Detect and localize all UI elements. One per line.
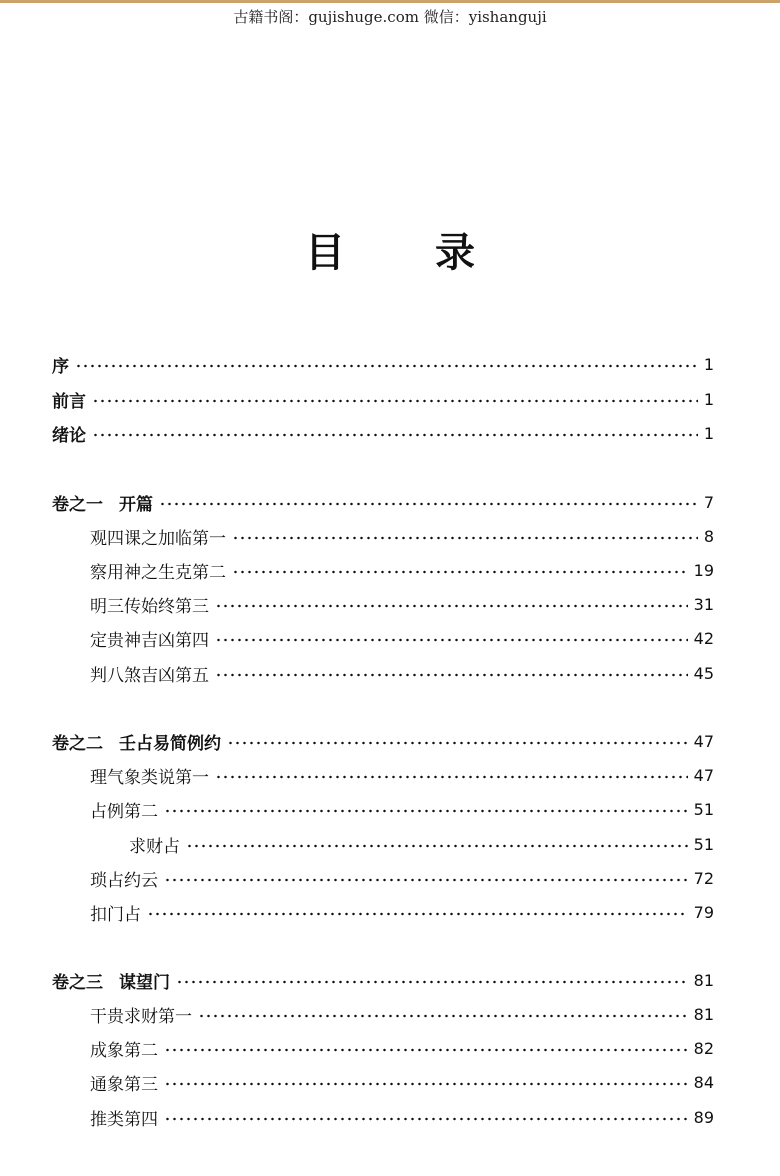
toc-label: 前言	[52, 391, 86, 412]
toc-entry[interactable]	[90, 623, 714, 653]
dot-leader	[164, 1044, 688, 1056]
toc-page-number: 79	[693, 902, 714, 922]
toc-page-number: 45	[693, 663, 714, 683]
dot-leader	[198, 1010, 688, 1022]
watermark-header	[0, 0, 780, 33]
dot-leader	[92, 429, 698, 441]
toc-label: 理气象类说第一	[90, 767, 209, 788]
toc-page-number: 31	[693, 594, 714, 614]
dot-leader	[215, 669, 688, 681]
toc-label: 占例第二	[90, 801, 158, 822]
dot-leader	[176, 976, 688, 988]
dot-leader	[147, 908, 688, 920]
toc-label: 琐占约云	[90, 870, 158, 891]
toc-page-number: 8	[703, 526, 714, 546]
dot-leader	[232, 532, 698, 544]
dot-leader	[215, 600, 688, 612]
toc-entry-foreword[interactable]	[52, 384, 714, 414]
toc-entry[interactable]	[90, 863, 714, 893]
dot-leader	[164, 1078, 688, 1090]
toc-label: 明三传始终第三	[90, 596, 209, 617]
volume-number: 卷之三	[52, 972, 103, 993]
toc-entry[interactable]	[90, 897, 714, 927]
dot-leader	[232, 566, 688, 578]
toc-page-number: 7	[703, 492, 714, 512]
toc-page-number: 47	[693, 731, 714, 751]
toc-label: 干贵求财第一	[90, 1006, 192, 1027]
toc-entry[interactable]	[90, 999, 714, 1029]
toc-label: 观四课之加临第一	[90, 528, 226, 549]
toc-label: 定贵神吉凶第四	[90, 630, 209, 651]
toc-page-number: 42	[693, 628, 714, 648]
toc-label: 察用神之生克第二	[90, 562, 226, 583]
toc-entry-intro[interactable]	[52, 418, 714, 448]
toc-label: 扣门占	[90, 904, 141, 925]
toc-page-number: 81	[693, 970, 714, 990]
toc-entry[interactable]	[90, 760, 714, 790]
toc-page-number: 82	[693, 1038, 714, 1058]
toc-entry[interactable]	[90, 658, 714, 688]
volume-number: 卷之一	[52, 494, 103, 515]
dot-leader	[215, 634, 688, 646]
toc-entry[interactable]	[129, 829, 714, 859]
toc-page-number: 1	[703, 354, 714, 374]
dot-leader	[92, 395, 698, 407]
toc-page-number: 51	[693, 834, 714, 854]
toc-page-number: 1	[703, 423, 714, 443]
toc-page-number: 89	[693, 1107, 714, 1127]
dot-leader	[164, 874, 688, 886]
toc-entry[interactable]	[90, 1033, 714, 1063]
toc-label: 绪论	[52, 425, 86, 446]
toc-label	[52, 729, 221, 754]
volume-title: 开篇	[119, 494, 153, 515]
toc-entry-vol3[interactable]	[52, 965, 714, 995]
dot-leader	[164, 1113, 688, 1125]
dot-leader	[164, 805, 688, 817]
toc-page-number: 1	[703, 389, 714, 409]
dot-leader	[227, 737, 688, 749]
toc-page-number: 47	[693, 765, 714, 785]
toc-label: 通象第三	[90, 1074, 158, 1095]
toc-page-number: 81	[693, 1004, 714, 1024]
toc-entry-preface[interactable]	[52, 349, 714, 379]
toc-entry[interactable]	[90, 794, 714, 824]
toc-entry-vol2[interactable]	[52, 726, 714, 756]
page-title	[0, 228, 780, 278]
toc-label	[52, 490, 153, 515]
toc-entry[interactable]	[90, 589, 714, 619]
volume-number: 卷之二	[52, 733, 103, 754]
toc-label: 求财占	[129, 836, 180, 857]
watermark-text: 古籍书阁：gujishuge.com 微信：yishanguji	[233, 8, 547, 26]
dot-leader	[159, 498, 698, 510]
toc-entry[interactable]	[90, 555, 714, 585]
toc-page-number: 19	[693, 560, 714, 580]
toc-entry-vol1[interactable]	[52, 487, 714, 517]
toc-entry[interactable]	[90, 521, 714, 551]
toc-label: 推类第四	[90, 1109, 158, 1130]
toc-label	[52, 968, 170, 993]
volume-title: 壬占易简例约	[119, 733, 221, 754]
toc-label: 成象第二	[90, 1040, 158, 1061]
volume-title: 谋望门	[119, 972, 170, 993]
dot-leader	[186, 840, 688, 852]
title-char-1: 目	[305, 230, 345, 276]
title-char-2: 录	[435, 230, 475, 276]
toc-page-number: 84	[693, 1072, 714, 1092]
dot-leader	[215, 771, 688, 783]
toc-label: 判八煞吉凶第五	[90, 665, 209, 686]
toc-page-number: 72	[693, 868, 714, 888]
dot-leader	[75, 360, 698, 372]
toc-entry[interactable]	[90, 1102, 714, 1132]
toc-entry[interactable]	[90, 1067, 714, 1097]
toc-label: 序	[52, 356, 69, 377]
toc-page-number: 51	[693, 799, 714, 819]
